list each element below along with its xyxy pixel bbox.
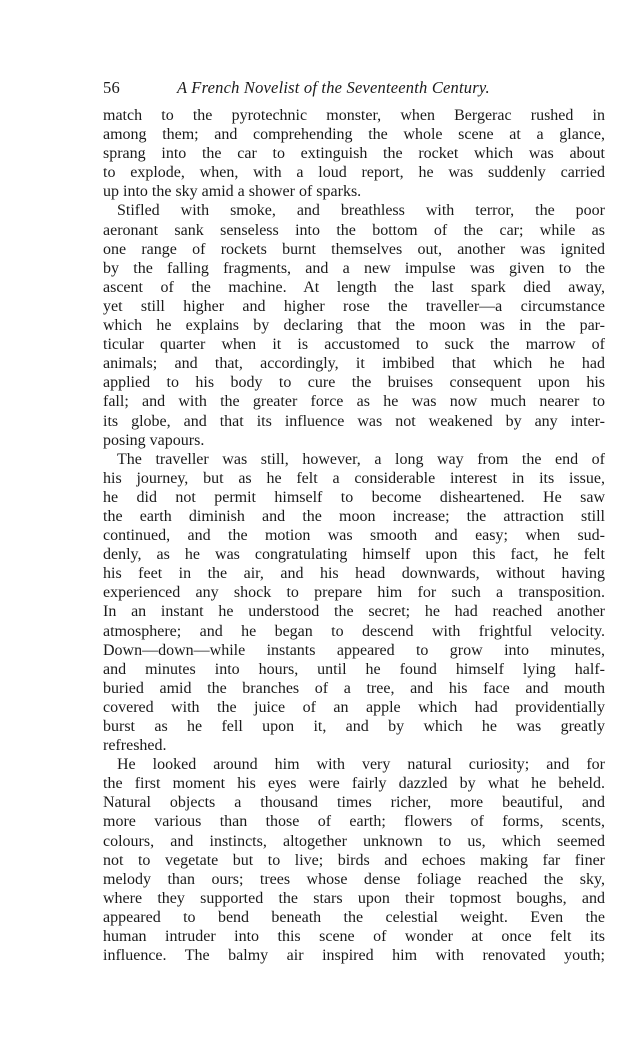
body-text (103, 106, 605, 965)
paragraph (103, 450, 605, 756)
text-line: denly, as he was congratulating himself upon this fact, he felt (103, 546, 605, 564)
text-line: where they supported the stars upon their topmost boughs, and (103, 889, 605, 907)
text-line: its globe, and that its influence was not weakened by any inter- (103, 412, 605, 430)
text-line: melody than ours; trees whose dense foliage reached the sky, (103, 870, 605, 888)
text-line: In an instant he understood the secret; he had reached another (103, 603, 605, 621)
text-line: and minutes into hours, until he found himself lying half- (103, 660, 605, 678)
text-line: continued, and the motion was smooth and easy; when sud- (103, 527, 605, 545)
text-line: Down—down—while instants appeared to grow into minutes, (103, 641, 605, 659)
text-line: which he explains by declaring that the moon was in the par- (103, 317, 605, 335)
text-line: yet still higher and higher rose the traveller—a circumstance (103, 297, 605, 315)
text-line: match to the pyrotechnic monster, when Bergerac rushed in (103, 107, 605, 124)
text-line: aeronant sank senseless into the bottom of the car; while as (103, 221, 605, 239)
text-line: colours, and instincts, altogether unknown to us, which seemed (103, 832, 605, 850)
text-line: ticular quarter when it is accustomed to suck the marrow of (103, 336, 605, 354)
text-line: up into the sky amid a shower of sparks. (103, 183, 362, 201)
text-line: covered with the juice of an apple which had providentially (103, 698, 605, 716)
text-line: burst as he fell upon it, and by which he was greatly (103, 718, 605, 735)
text-line: human intruder into this scene of wonder at once felt its (103, 928, 605, 946)
text-line: to explode, when, with a loud report, he was suddenly carried (103, 164, 605, 182)
page-number: 56 (103, 78, 120, 97)
text-line: not to vegetate but to live; birds and echoes making far finer (103, 851, 605, 869)
text-line: applied to his body to cure the bruises consequent upon his (103, 374, 605, 392)
running-title: A French Novelist of the Seventeenth Century. (177, 78, 490, 97)
paragraph (103, 755, 605, 965)
text-line: Stifled with smoke, and breathless with terror, the poor (117, 202, 605, 220)
text-line: appeared to bend beneath the celestial weight. Even the (103, 908, 605, 926)
text-line: He looked around him with very natural curiosity; and for (117, 756, 605, 774)
text-line: by the falling fragments, and a new impulse was given to the (103, 259, 605, 277)
book-page (103, 78, 605, 965)
text-line: sprang into the car to extinguish the rocket which was about (103, 145, 605, 163)
text-line: ascent of the machine. At length the last spark died away, (103, 278, 605, 296)
text-line: buried amid the branches of a tree, and his face and mouth (103, 679, 605, 697)
paragraph (103, 106, 605, 201)
text-line: he did not permit himself to become disheartened. He saw (103, 488, 605, 506)
text-line: the earth diminish and the moon increase; the attraction still (103, 507, 605, 525)
text-line: animals; and that, accordingly, it imbibed that which he had (103, 355, 605, 373)
text-line: his feet in the air, and his head downwards, without having (103, 565, 605, 583)
paragraph (103, 201, 605, 449)
text-line: atmosphere; and he began to descend with frightful velocity. (103, 622, 605, 640)
text-line: fall; and with the greater force as he was now much nearer to (103, 393, 605, 411)
text-line: influence. The balmy air inspired him with renovated youth; (103, 947, 605, 965)
text-line: posing vapours. (103, 431, 205, 449)
text-line: his journey, but as he felt a considerable interest in its issue, (103, 469, 605, 487)
text-line: more various than those of earth; flowers of forms, scents, (103, 813, 605, 831)
text-line: the first moment his eyes were fairly dazzled by what he beheld. (103, 775, 605, 793)
text-line: The traveller was still, however, a long way from the end of (117, 450, 605, 468)
text-line: one range of rockets burnt themselves out, another was ignited (103, 240, 605, 258)
running-head (103, 78, 605, 102)
text-line: experienced any shock to prepare him for such a transposition. (103, 584, 605, 602)
text-line: Natural objects a thousand times richer, more beautiful, and (103, 794, 605, 812)
text-line: refreshed. (103, 737, 167, 755)
text-line: among them; and comprehending the whole scene at a glance, (103, 126, 605, 144)
